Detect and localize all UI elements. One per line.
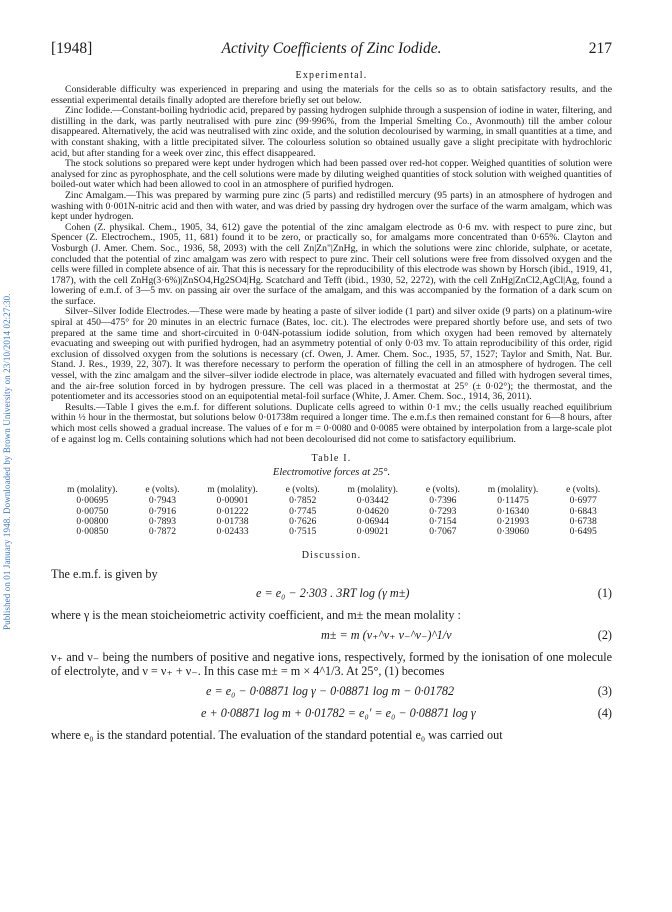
table-cell: 0·09021	[356, 526, 389, 538]
table-cell: 0·03442	[356, 495, 389, 507]
column-header: e (volts).	[285, 484, 320, 496]
table-cell: 0·7626	[289, 516, 317, 527]
paragraph: Results.—Table I gives the e.m.f. for different solutions. Duplicate cells agreed to within 0·1 mv.; the cells usually reached equilibrium within ½ hour in the thermostat, but solutions below 0·01738m required a longer time. The e.m.f.s then remained constant for 6—8 hours, after which most cells showed a gradual increase. The values of e for m = 0·0080 and 0·0085 were obtained by interpolation from a large-scale plot of e against log m. Cells containing solutions which had not been decolourised did not come to satisfactory equilibrium.	[51, 401, 612, 445]
header-title: Activity Coefficients of Zinc Iodide.	[221, 40, 442, 57]
equation-expression: e = e₀ − 2·303 . 3RT log (γ m±)	[256, 586, 410, 601]
equation-expression: m± = m (ν₊^ν₊ ν₋^ν₋)^1/ν	[321, 627, 452, 642]
paper-page	[51, 40, 612, 742]
download-watermark	[2, 150, 16, 630]
paragraph: Zinc Iodide.—Constant-boiling hydriodic acid, prepared by passing hydrogen sulphide through a suspension of iodine in water, filtering, and distilling in the dark, was partly neutralised with pure zinc (99·996%, from the Imperial Smelting Co., Avonmouth) till the amber colour disappeared. Alternatively, the acid was neutralised with zinc oxide, and the solution decolourised by warming, in small quantities at a time, and with constant shaking, with a little precipitated silver. The colourless solution so obtained usually gave a slight precipitate with hydrochloric acid, but after standing for a week over zinc, this effect disappeared.	[51, 105, 612, 159]
equation-number: (2)	[597, 627, 612, 642]
header-year: [1948]	[51, 40, 93, 57]
table-cell: 0·21993	[497, 516, 529, 527]
column-header: e (volts).	[566, 484, 601, 496]
equation-expression: e = e₀ − 0·08871 log γ − 0·08871 log m − 0·01782	[206, 683, 455, 698]
paragraph: Silver–Silver Iodide Electrodes.—These were made by heating a paste of silver iodide (1 part) and silver oxide (9 parts) on a platinum-wire spiral at 450—475° for 20 minutes in an electric furnace (Bates, loc. cit.). The electrodes were prepared shortly before use, and sets of two prepared at the same time and short-circuited in 0·04N-potassium iodide solution, from which oxygen had been removed by alternately evacuating and sweeping out with purified hydrogen, had an asymmetry potential of only 0·03 mv. To attain reproducibility of this order, rigid exclusion of dissolved oxygen from the solutions is necessary (cf. Owen, J. Amer. Chem. Soc., 1935, 57, 1527; Taylor and Smith, Nat. Bur. Stand. J. Res., 1939, 22, 307). It was therefore necessary to perform the operation of filling the cell in an atmosphere of hydrogen. The cell vessel, with the zinc amalgam and the silver–silver iodide electrode in place, was alternately evacuated and filled with hydrogen several times, and the air-free solution forced in by hydrogen pressure. The cell was placed in a thermostat at 25° (± 0·02°); the thermostat, and the potentiometer and its accessories stood on an equipotential metal-foil surface (White, J. Amer. Chem. Soc., 1914, 36, 2011).	[51, 306, 612, 403]
table-cell: 0·01222	[216, 505, 249, 517]
paragraph: The stock solutions so prepared were kept under hydrogen which had been passed over red-hot copper. Weighed quantities of solution were analysed for zinc as pyrophosphate, and the cell solutions were made by diluting weighed quantities of stock solution with weighed quantities of boiled-out water which had been allowed to cool in an atmosphere of purified hydrogen.	[51, 158, 612, 191]
table-cell: 0·7293	[429, 505, 457, 517]
table-cell: 0·7396	[429, 495, 457, 507]
table-cell: 0·00901	[216, 495, 249, 507]
table-cell: 0·16340	[497, 505, 529, 517]
table-cell: 0·11475	[497, 495, 529, 507]
table-row	[51, 527, 612, 537]
table-cell: 0·04620	[356, 505, 389, 517]
table-cell: 0·00800	[76, 516, 109, 527]
emf-table	[51, 484, 612, 538]
table-cell: 0·6495	[569, 526, 597, 538]
equation-expression: e + 0·08871 log m + 0·01782 = e₀′ = e₀ − 0·08871 log γ	[201, 705, 476, 720]
page-number: 217	[588, 40, 612, 57]
discussion-text: where e₀ is the standard potential. The evaluation of the standard potential e₀ was carried out	[51, 727, 503, 742]
table-cell: 0·6977	[569, 495, 597, 507]
watermark-text: Published on 01 January 1948. Downloaded by Brown University on 23/10/2014 02:27:30.	[2, 293, 12, 630]
discussion-text: ν₊ and ν₋ being the numbers of positive and negative ions, respectively, formed by the ionisation of one molecule of electrolyte, and ν = ν₊ + ν₋. In this case m± = m × 4^1/3. At 25°, (1) becomes	[51, 649, 612, 679]
running-header	[51, 40, 612, 60]
equation-1	[51, 586, 612, 603]
table-cell: 0·7067	[429, 526, 457, 538]
column-header: e (volts).	[425, 484, 460, 496]
table-cell: 0·6843	[569, 505, 597, 517]
table-cell: 0·7916	[148, 505, 177, 517]
section-heading-discussion: Discussion.	[301, 549, 362, 561]
paragraph: Considerable difficulty was experienced in preparing and using the materials for the cells so as to obtain satisfactory results, and the essential experimental details finally adopted are therefore briefly set out below.	[51, 84, 612, 106]
equation-number: (4)	[597, 705, 612, 720]
table-caption: Electromotive forces at 25°.	[272, 467, 391, 479]
table-cell: 0·7872	[148, 526, 177, 538]
section-heading-experimental: Experimental.	[295, 70, 368, 81]
table-cell: 0·39060	[497, 526, 529, 538]
table-cell: 0·7943	[148, 495, 177, 507]
table-cell: 0·00750	[76, 505, 109, 517]
column-header: m (molality).	[66, 484, 118, 496]
equation-2	[51, 628, 612, 645]
paragraph: Zinc Amalgam.—This was prepared by warming pure zinc (5 parts) and redistilled mercury (95 parts) in an atmosphere of hydrogen and washing with 0·001N-nitric acid and then with water, and was dried by passing dry hydrogen over the surface of the warm amalgam, which was kept under hydrogen.	[51, 189, 612, 223]
paragraph: Cohen (Z. physikal. Chem., 1905, 34, 612) gave the potential of the zinc amalgam electrode as 0·6 mv. with respect to pure zinc, but Spencer (Z. Electrochem., 1905, 11, 681) found it to be zero, or practically so, for amalgams more concentrated than 0·65%. Clayton and Vosburgh (J. Amer. Chem. Soc., 1936, 58, 2093) with the cell Zn|Zn"|ZnHg, in which the solutions were zinc chloride, sulphate, or acetate, concluded that the potential of zinc amalgam was zero with respect to pure zinc. Their cell solutions were free from dissolved oxygen and the cells were filled in complete absence of air. That this is necessary for the reproducibility of this electrode was shown by Horsch (ibid., 1919, 41, 1787), with the cell ZnHg(3·6%)|ZnSO4,Hg2SO4|Hg. Scatchard and Tefft (ibid., 1930, 52, 2272), with the cell ZnHg|ZnCl2,AgCl|Ag, found a lowering of e.m.f. of 3—5 mv. on passing air over the surface of the amalgam, and this was accompanied by the formation of a dark scum on the surface.	[51, 221, 612, 307]
table-cell: 0·7745	[289, 505, 317, 517]
table-cell: 0·00850	[76, 526, 109, 538]
column-header: m (molality).	[487, 484, 539, 496]
equation-3	[51, 684, 612, 701]
table-cell: 0·00695	[76, 495, 109, 507]
table-cell: 0·02433	[216, 526, 249, 538]
table-cell: 0·6738	[569, 516, 597, 527]
discussion-intro: The e.m.f. is given by	[51, 566, 158, 581]
table-cell: 0·01738	[216, 516, 249, 527]
table-cell: 0·7515	[289, 526, 317, 538]
equation-number: (3)	[597, 683, 612, 698]
column-header: e (volts).	[145, 484, 180, 496]
equation-number: (1)	[597, 586, 612, 601]
column-header: m (molality).	[207, 484, 258, 496]
discussion-text: where γ is the mean stoicheiometric activity coefficient, and m± the mean molality :	[51, 608, 461, 623]
table-cell: 0·7852	[289, 495, 317, 507]
table-cell: 0·7154	[429, 516, 457, 527]
table-cell: 0·06944	[356, 516, 389, 527]
equation-4	[51, 706, 612, 723]
table-cell: 0·7893	[148, 516, 177, 527]
table-title: Table I.	[311, 453, 352, 465]
column-header: m (molality).	[347, 484, 399, 496]
